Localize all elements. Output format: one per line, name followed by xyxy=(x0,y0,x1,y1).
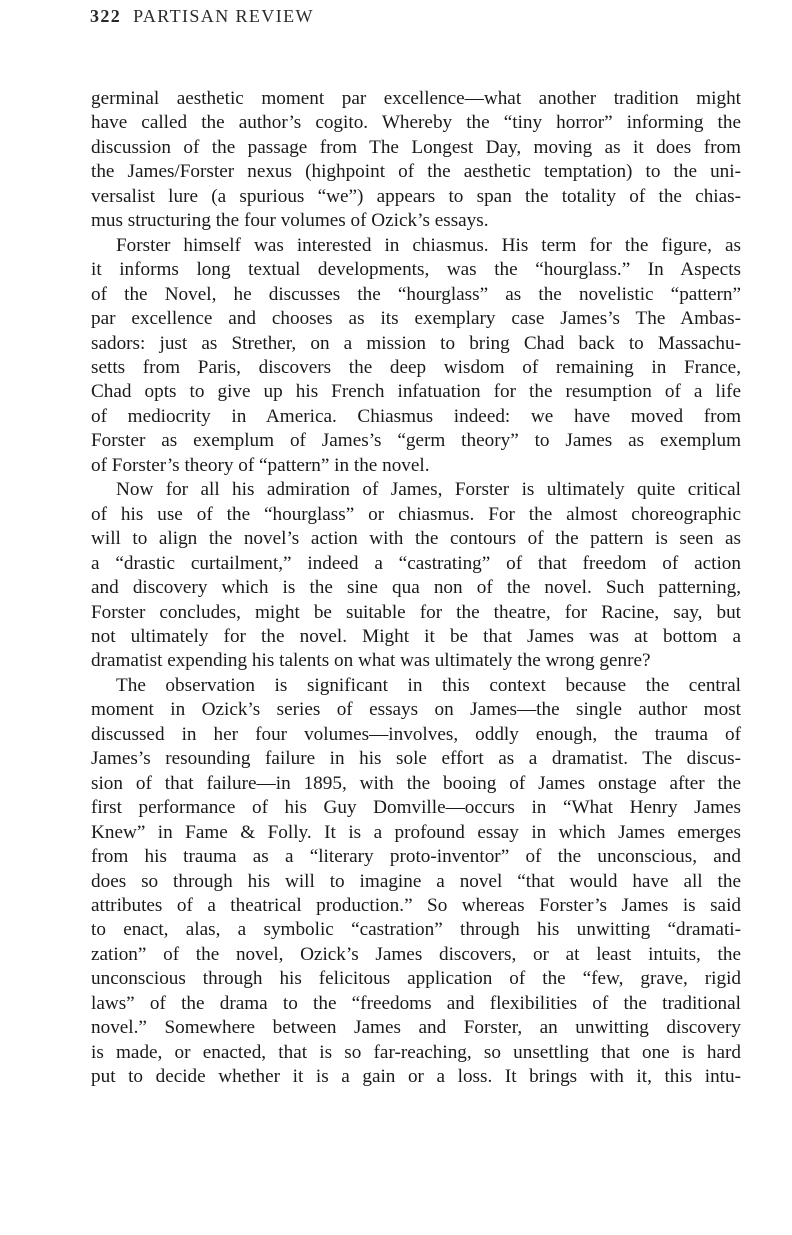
text-line: Forster as exemplum of James’s “germ theory” to James as exemplum xyxy=(91,430,741,452)
text-line: discussion of the passage from The Longest Day, moving as it does from xyxy=(91,136,741,158)
text-line: novel.” Somewhere between James and Forster, an unwitting discovery xyxy=(91,1017,741,1039)
text-line: put to decide whether it is a gain or a loss. It brings with it, this intu- xyxy=(91,1066,741,1088)
text-line: will to align the novel’s action with the contours of the pattern is seen as xyxy=(91,528,741,550)
text-line: not ultimately for the novel. Might it be that James was at bottom a xyxy=(91,625,741,647)
text-line: germinal aesthetic moment par excellence—what another tradition might xyxy=(91,88,741,109)
text-line: to enact, alas, a symbolic “castration” through his unwitting “dramati- xyxy=(91,919,741,941)
text-line: a “drastic curtailment,” indeed a “castrating” of that freedom of action xyxy=(91,552,741,574)
text-line: setts from Paris, discovers the deep wisdom of remaining in France, xyxy=(91,356,741,378)
text-line: sion of that failure—in 1895, with the booing of James onstage after the xyxy=(91,772,741,794)
text-line: from his trauma as a “literary proto-inventor” of the unconscious, and xyxy=(91,846,741,868)
text-line: zation” of the novel, Ozick’s James discovers, or at least intuits, the xyxy=(91,943,741,965)
text-line: mus structuring the four volumes of Ozick’s essays. xyxy=(91,210,489,232)
text-line: of the Novel, he discusses the “hourglass” as the novelistic “pattern” xyxy=(91,283,741,305)
text-line: and discovery which is the sine qua non of the novel. Such patterning, xyxy=(91,577,741,599)
paragraph-4 xyxy=(91,674,741,1090)
text-line: James’s resounding failure in his sole effort as a dramatist. The discus- xyxy=(91,748,741,770)
paragraph-2 xyxy=(91,234,741,479)
text-line: of mediocrity in America. Chiasmus indeed: we have moved from xyxy=(91,405,741,427)
text-line: Forster concludes, might be suitable for the theatre, for Racine, say, but xyxy=(91,601,741,623)
text-line: Chad opts to give up his French infatuation for the resumption of a life xyxy=(91,381,741,403)
text-line: first performance of his Guy Domville—occurs in “What Henry James xyxy=(91,797,741,819)
text-line: the James/Forster nexus (highpoint of the aesthetic temptation) to the uni- xyxy=(91,161,741,183)
text-line: moment in Ozick’s series of essays on James—the single author most xyxy=(91,699,741,721)
text-line: laws” of the drama to the “freedoms and flexibilities of the traditional xyxy=(91,992,741,1014)
text-line: it informs long textual developments, was the “hourglass.” In Aspects xyxy=(91,259,741,281)
text-line: The observation is significant in this context because the central xyxy=(116,674,741,696)
text-line: dramatist expending his talents on what was ultimately the wrong genre? xyxy=(91,650,651,672)
journal-title: PARTISAN REVIEW xyxy=(133,6,314,26)
text-line: is made, or enacted, that is so far-reaching, so unsettling that one is hard xyxy=(91,1041,741,1063)
article-body xyxy=(91,87,741,1090)
page-number: 322 xyxy=(90,6,122,26)
text-line: par excellence and chooses as its exemplary case James’s The Ambas- xyxy=(91,308,741,330)
text-line: of Forster’s theory of “pattern” in the novel. xyxy=(91,454,430,476)
paragraph-1 xyxy=(91,87,741,234)
text-line: have called the author’s cogito. Whereby the “tiny horror” informing the xyxy=(91,112,741,134)
paragraph-3 xyxy=(91,478,741,674)
text-line: sadors: just as Strether, on a mission to bring Chad back to Massachu- xyxy=(91,332,741,354)
text-line: unconscious through his felicitous application of the “few, grave, rigid xyxy=(91,968,741,990)
text-line: Now for all his admiration of James, Forster is ultimately quite critical xyxy=(116,479,741,501)
text-line: attributes of a theatrical production.” So whereas Forster’s James is said xyxy=(91,894,741,916)
running-head xyxy=(90,6,314,27)
text-line: Forster himself was interested in chiasmus. His term for the figure, as xyxy=(116,234,741,256)
text-line: of his use of the “hourglass” or chiasmus. For the almost choreographic xyxy=(91,503,741,525)
text-line: does so through his will to imagine a novel “that would have all the xyxy=(91,870,741,892)
text-line: discussed in her four volumes—involves, oddly enough, the trauma of xyxy=(91,723,741,745)
text-line: versalist lure (a spurious “we”) appears to span the totality of the chias- xyxy=(91,185,741,207)
text-line: Knew” in Fame & Folly. It is a profound essay in which James emerges xyxy=(91,821,741,843)
